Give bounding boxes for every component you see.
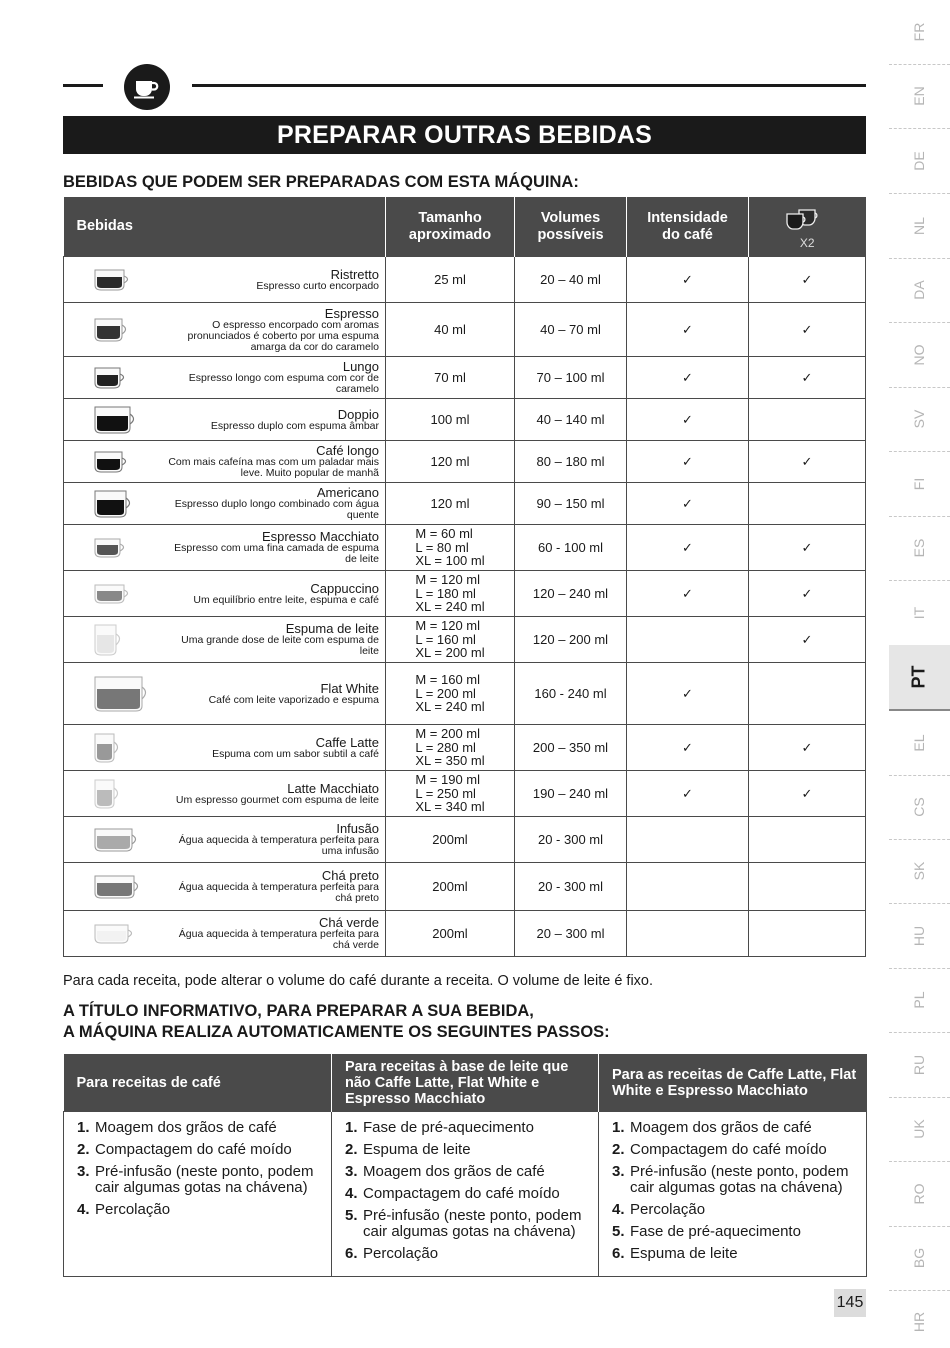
step-item	[612, 1120, 860, 1136]
beverage-name: Chá verde	[319, 915, 379, 930]
beverage-name: Lungo	[342, 359, 379, 374]
table-row	[64, 303, 866, 357]
beverage-cell	[64, 525, 386, 571]
step-text: Moagem dos grãos de café	[630, 1119, 812, 1136]
language-tab-hu[interactable]	[889, 904, 950, 969]
beverage-name: Café longo	[316, 443, 379, 458]
beverage-name: Doppio	[337, 406, 379, 422]
size-value: 70 ml	[434, 370, 466, 385]
col-header-intensidade: Intensidade do café	[627, 197, 749, 257]
size-value: 40 ml	[434, 322, 466, 337]
language-tab-label: IT	[911, 606, 927, 620]
language-tab-label: HR	[911, 1311, 927, 1333]
table-row	[64, 617, 866, 663]
size-cell	[386, 399, 515, 441]
intensity-cell	[627, 483, 749, 525]
size-cell	[386, 525, 515, 571]
language-tab-de[interactable]	[889, 129, 950, 194]
beverage-cell	[64, 771, 386, 817]
step-item	[77, 1164, 325, 1196]
language-tab-label: SK	[911, 861, 927, 881]
language-tab-cs[interactable]	[889, 775, 950, 840]
x2-cell	[749, 571, 866, 617]
x2-cell	[749, 725, 866, 771]
size-cell	[386, 357, 515, 399]
language-tab-label: SV	[911, 409, 927, 429]
step-number: 4.	[77, 1201, 90, 1218]
size-cell	[386, 571, 515, 617]
size-value: 200ml	[432, 879, 468, 894]
check-icon: ✓	[682, 785, 693, 801]
steps-header-latte: Para as receitas de Caffe Latte, Flat White e Espresso Macchiato	[599, 1054, 867, 1112]
two-cups-icon	[785, 204, 829, 232]
beverage-cell	[64, 911, 386, 957]
size-value: M = 120 ml	[415, 618, 481, 633]
step-item	[612, 1142, 860, 1158]
table-row	[64, 817, 866, 863]
step-number: 2.	[77, 1141, 90, 1158]
drink-cup-icon	[94, 406, 138, 434]
drinks-table	[63, 197, 866, 957]
x2-cell	[749, 525, 866, 571]
language-tab-da[interactable]	[889, 258, 950, 323]
check-icon: ✓	[801, 369, 813, 385]
check-icon: ✓	[682, 539, 693, 555]
step-number: 4.	[612, 1201, 625, 1218]
size-cell	[386, 863, 515, 911]
check-icon: ✓	[682, 585, 693, 601]
beverage-cell	[64, 663, 386, 725]
table-row	[64, 863, 866, 911]
beverage-name: Cappuccino	[310, 580, 379, 596]
language-tab-label: RU	[911, 1054, 927, 1076]
step-number: 3.	[77, 1163, 90, 1180]
step-text: Pré-infusão (neste ponto, podem cair algumas gotas na chávena)	[363, 1207, 582, 1240]
language-tab-sv[interactable]	[889, 387, 950, 452]
table-row	[64, 357, 866, 399]
drink-cup-icon	[94, 924, 136, 944]
size-value: M = 160 ml	[415, 672, 481, 687]
language-tab-label: HU	[911, 925, 927, 947]
volume-cell: 160 - 240 ml	[515, 663, 627, 725]
step-item	[345, 1164, 592, 1180]
volume-cell: 20 - 300 ml	[515, 817, 627, 863]
language-tab-label: BG	[911, 1247, 927, 1269]
beverage-description: Com mais cafeína mas com um paladar mais leve. Muito popular de manhã	[168, 456, 379, 479]
beverage-name: Caffe Latte	[315, 734, 379, 750]
size-value: M = 60 ml	[415, 526, 473, 541]
x2-cell	[749, 817, 866, 863]
beverage-cell	[64, 817, 386, 863]
x2-label: X2	[799, 236, 815, 250]
language-tab-label: UK	[911, 1119, 927, 1139]
size-value: L = 160 ml	[415, 631, 476, 647]
language-tab-label: PT	[908, 665, 929, 689]
language-tab-es[interactable]	[889, 516, 950, 581]
language-tab-label: RO	[911, 1183, 927, 1205]
language-tab-sk[interactable]	[889, 839, 950, 904]
intensity-cell	[627, 863, 749, 911]
col-header-tamanho: Tamanho aproximado	[386, 197, 515, 257]
step-item	[345, 1208, 592, 1240]
beverage-cell	[64, 571, 386, 617]
size-cell	[386, 817, 515, 863]
step-item	[345, 1246, 592, 1262]
x2-cell	[749, 911, 866, 957]
size-cell	[386, 725, 515, 771]
size-value: XL = 340 ml	[415, 799, 485, 814]
size-value: XL = 200 ml	[415, 645, 485, 660]
header-rule-left	[63, 84, 103, 87]
language-tab-label: FI	[911, 477, 927, 491]
intensity-cell	[627, 441, 749, 483]
steps-col-coffee	[64, 1112, 332, 1277]
volume-cell: 20 – 300 ml	[515, 911, 627, 957]
x2-cell	[749, 399, 866, 441]
header-rule-right	[192, 84, 866, 87]
beverage-name: Americano	[316, 485, 379, 500]
beverage-description: O espresso encorpado com aromas pronunciados é coberto por uma espuma amarga da cor do caramelo	[187, 318, 379, 353]
volume-cell: 40 – 70 ml	[515, 303, 627, 357]
step-item	[612, 1224, 860, 1240]
language-tab-ro[interactable]	[889, 1162, 950, 1227]
check-icon: ✓	[801, 453, 813, 469]
step-number: 6.	[612, 1245, 625, 1262]
size-value: XL = 350 ml	[415, 753, 485, 768]
volume-cell: 20 – 40 ml	[515, 257, 627, 303]
size-value: 200ml	[432, 832, 468, 847]
drink-cup-icon	[94, 451, 130, 473]
step-text: Fase de pré-aquecimento	[363, 1119, 534, 1136]
beverage-cell	[64, 303, 386, 357]
size-value: L = 200 ml	[415, 685, 476, 701]
check-icon: ✓	[801, 539, 813, 555]
volume-cell: 90 – 150 ml	[515, 483, 627, 525]
beverage-cell	[64, 725, 386, 771]
intensity-cell	[627, 725, 749, 771]
table-row	[64, 399, 866, 441]
language-tab-label: EN	[911, 86, 927, 106]
step-text: Moagem dos grãos de café	[95, 1119, 277, 1136]
intensity-cell	[627, 399, 749, 441]
intensity-cell	[627, 257, 749, 303]
steps-col-latte	[599, 1112, 867, 1277]
size-value: M = 120 ml	[415, 572, 481, 587]
steps-table-header	[64, 1054, 867, 1112]
step-item	[612, 1202, 860, 1218]
check-icon: ✓	[801, 321, 813, 337]
step-item	[612, 1164, 860, 1196]
size-cell	[386, 911, 515, 957]
step-item	[77, 1202, 325, 1218]
drink-cup-icon	[94, 624, 124, 656]
check-icon: ✓	[682, 271, 693, 287]
size-cell	[386, 257, 515, 303]
language-tab-label: PL	[911, 991, 927, 1009]
size-value: L = 280 ml	[415, 739, 476, 755]
step-text: Moagem dos grãos de café	[363, 1163, 545, 1180]
col-header-volumes: Volumes possíveis	[515, 197, 627, 257]
step-text: Espuma de leite	[630, 1245, 738, 1262]
step-item	[612, 1246, 860, 1262]
size-cell	[386, 303, 515, 357]
size-cell	[386, 483, 515, 525]
steps-table	[63, 1054, 867, 1277]
beverage-name: Espresso	[324, 305, 379, 321]
check-icon: ✓	[682, 453, 693, 469]
beverage-description: Água aquecida à temperatura perfeita para chá verde	[178, 928, 379, 951]
step-item	[345, 1186, 592, 1202]
drink-cup-icon	[94, 367, 128, 389]
drink-cup-icon	[94, 676, 150, 712]
step-item	[77, 1120, 325, 1136]
check-icon: ✓	[801, 585, 813, 601]
drink-cup-icon	[94, 318, 130, 342]
beverage-description: Água aquecida à temperatura perfeita para uma infusão	[178, 834, 379, 857]
size-cell	[386, 617, 515, 663]
beverage-description: Espresso com uma fina camada de espuma de leite	[174, 542, 379, 565]
steps-header-coffee: Para receitas de café	[64, 1054, 332, 1112]
intensity-cell	[627, 525, 749, 571]
coffee-cup-icon	[124, 64, 170, 110]
language-tab-hr[interactable]	[889, 1290, 950, 1348]
volume-cell: 40 – 140 ml	[515, 399, 627, 441]
language-tab-label: FR	[911, 22, 927, 42]
beverage-cell	[64, 257, 386, 303]
check-icon: ✓	[682, 685, 693, 701]
step-text: Espuma de leite	[363, 1141, 471, 1158]
step-number: 5.	[345, 1207, 358, 1224]
beverage-name: Chá preto	[321, 868, 379, 883]
table-row	[64, 571, 866, 617]
language-tab-it[interactable]	[889, 581, 950, 646]
x2-cell	[749, 617, 866, 663]
step-number: 4.	[345, 1185, 358, 1202]
size-value: 25 ml	[434, 272, 466, 287]
volume-cell: 70 – 100 ml	[515, 357, 627, 399]
size-value: 120 ml	[430, 496, 470, 511]
step-text: Pré-infusão (neste ponto, podem cair algumas gotas na chávena)	[630, 1163, 849, 1196]
step-text: Percolação	[95, 1201, 171, 1218]
section-heading-drinks: BEBIDAS QUE PODEM SER PREPARADAS COM ESTA MÁQUINA:	[63, 173, 579, 191]
beverage-cell	[64, 399, 386, 441]
table-row	[64, 911, 866, 957]
volume-cell: 60 - 100 ml	[515, 525, 627, 571]
size-value: 120 ml	[430, 454, 470, 469]
table-row	[64, 441, 866, 483]
intensity-cell	[627, 571, 749, 617]
volume-cell: 120 – 240 ml	[515, 571, 627, 617]
intensity-cell	[627, 617, 749, 663]
x2-cell	[749, 771, 866, 817]
language-tab-label: NL	[911, 217, 927, 235]
check-icon: ✓	[801, 739, 813, 755]
beverage-description: Um equilíbrio entre leite, espuma e café	[193, 593, 379, 606]
step-number: 2.	[612, 1141, 625, 1158]
beverage-description: Espresso duplo com espuma âmbar	[210, 419, 379, 432]
intensity-cell	[627, 357, 749, 399]
language-tab-label: ES	[911, 538, 927, 558]
language-tab-nl[interactable]	[889, 194, 950, 259]
language-tab-uk[interactable]	[889, 1097, 950, 1162]
drink-cup-icon	[94, 538, 128, 558]
x2-cell	[749, 663, 866, 725]
size-value: XL = 240 ml	[415, 599, 485, 614]
step-number: 1.	[77, 1119, 90, 1136]
size-value: M = 190 ml	[415, 772, 481, 787]
size-cell	[386, 771, 515, 817]
check-icon: ✓	[682, 495, 693, 511]
beverage-cell	[64, 357, 386, 399]
beverage-cell	[64, 483, 386, 525]
step-text: Compactagem do café moído	[95, 1141, 292, 1158]
drinks-table-header	[64, 197, 866, 257]
table-row	[64, 771, 866, 817]
beverage-name: Latte Macchiato	[287, 780, 379, 796]
size-cell	[386, 663, 515, 725]
beverage-name: Espresso Macchiato	[261, 529, 379, 544]
size-value: M = 200 ml	[415, 726, 481, 741]
check-icon: ✓	[682, 321, 693, 337]
x2-cell	[749, 257, 866, 303]
step-text: Percolação	[630, 1201, 706, 1218]
step-item	[345, 1142, 592, 1158]
section-heading-steps: A TÍTULO INFORMATIVO, PARA PREPARAR A SUA BEBIDA, A MÁQUINA REALIZA AUTOMATICAMENTE OS SEGUINTES PASSOS:	[63, 1002, 610, 1041]
table-row	[64, 483, 866, 525]
beverage-name: Infusão	[336, 821, 379, 836]
step-text: Fase de pré-aquecimento	[630, 1223, 801, 1240]
step-number: 5.	[612, 1223, 625, 1240]
size-value: L = 250 ml	[415, 785, 476, 801]
page-title: PREPARAR OUTRAS BEBIDAS	[63, 116, 866, 154]
check-icon: ✓	[801, 631, 813, 647]
table-row	[64, 725, 866, 771]
volume-cell: 190 – 240 ml	[515, 771, 627, 817]
beverage-description: Uma grande dose de leite com espuma de leite	[181, 634, 379, 657]
language-tab-fr[interactable]	[889, 0, 950, 65]
step-item	[77, 1142, 325, 1158]
beverage-cell	[64, 863, 386, 911]
drink-cup-icon	[94, 733, 122, 763]
table-row	[64, 525, 866, 571]
x2-cell	[749, 483, 866, 525]
size-value: 100 ml	[430, 412, 470, 427]
language-tab-ru[interactable]	[889, 1033, 950, 1098]
language-tab-label: CS	[911, 797, 927, 817]
intensity-cell	[627, 817, 749, 863]
check-icon: ✓	[682, 411, 693, 427]
drink-cup-icon	[94, 584, 132, 604]
beverage-name: Espuma de leite	[285, 621, 379, 636]
drink-cup-icon	[94, 828, 140, 852]
x2-cell	[749, 441, 866, 483]
language-tab-pt[interactable]	[889, 645, 950, 711]
step-text: Percolação	[363, 1245, 439, 1262]
x2-cell	[749, 357, 866, 399]
beverage-description: Espuma com um sabor subtil a café	[212, 747, 379, 760]
language-tab-label: EL	[911, 734, 927, 752]
language-tab-fi[interactable]	[889, 452, 950, 517]
steps-col-milk	[332, 1112, 599, 1277]
check-icon: ✓	[682, 369, 693, 385]
drink-cup-icon	[94, 875, 142, 899]
step-number: 2.	[345, 1141, 358, 1158]
beverage-cell	[64, 617, 386, 663]
size-value: XL = 100 ml	[415, 553, 485, 568]
page-number: 145	[834, 1289, 866, 1317]
check-icon: ✓	[682, 739, 693, 755]
check-icon: ✓	[801, 271, 813, 287]
volume-cell: 120 – 200 ml	[515, 617, 627, 663]
volume-note: Para cada receita, pode alterar o volume do café durante a receita. O volume de leite é fixo.	[63, 973, 654, 989]
step-text: Compactagem do café moído	[363, 1185, 560, 1202]
volume-cell: 80 – 180 ml	[515, 441, 627, 483]
beverage-description: Espresso curto encorpado	[256, 279, 379, 292]
col-header-bebidas: Bebidas	[64, 197, 386, 257]
beverage-name: Flat White	[320, 680, 379, 696]
language-tab-label: NO	[911, 344, 927, 366]
beverage-description: Espresso longo com espuma com cor de caramelo	[188, 372, 379, 395]
beverage-cell	[64, 441, 386, 483]
beverage-name: Ristretto	[330, 266, 379, 282]
size-value: L = 180 ml	[415, 585, 476, 601]
language-tab-el[interactable]	[889, 711, 950, 776]
beverage-description: Um espresso gourmet com espuma de leite	[175, 793, 379, 806]
step-number: 3.	[612, 1163, 625, 1180]
language-tab-pl[interactable]	[889, 968, 950, 1033]
col-header-two-cups	[749, 197, 866, 257]
beverage-description: Espresso duplo longo combinado com água quente	[174, 498, 379, 521]
drink-cup-icon	[94, 779, 122, 809]
intensity-cell	[627, 303, 749, 357]
table-row	[64, 257, 866, 303]
beverage-description: Café com leite vaporizado e espuma	[208, 693, 379, 706]
language-tab-no[interactable]	[889, 323, 950, 388]
size-value: L = 80 ml	[415, 539, 469, 555]
step-number: 1.	[612, 1119, 625, 1136]
step-text: Compactagem do café moído	[630, 1141, 827, 1158]
intensity-cell	[627, 663, 749, 725]
size-cell	[386, 441, 515, 483]
step-number: 6.	[345, 1245, 358, 1262]
x2-cell	[749, 863, 866, 911]
volume-cell: 20 - 300 ml	[515, 863, 627, 911]
drink-cup-icon	[94, 269, 132, 291]
drink-cup-icon	[94, 490, 134, 518]
language-tab-en[interactable]	[889, 64, 950, 129]
intensity-cell	[627, 771, 749, 817]
language-tab-label: DA	[911, 280, 927, 300]
size-value: 200ml	[432, 926, 468, 941]
check-icon: ✓	[801, 785, 813, 801]
steps-header-milk: Para receitas à base de leite que não Caffe Latte, Flat White e Espresso Macchiato	[332, 1054, 599, 1112]
intensity-cell	[627, 911, 749, 957]
beverage-description: Água aquecida à temperatura perfeita para chá preto	[178, 881, 379, 904]
language-tab-bg[interactable]	[889, 1226, 950, 1291]
step-text: Pré-infusão (neste ponto, podem cair algumas gotas na chávena)	[95, 1163, 314, 1196]
table-row	[64, 663, 866, 725]
language-tab-label: DE	[911, 151, 927, 171]
step-item	[345, 1120, 592, 1136]
size-value: XL = 240 ml	[415, 699, 485, 714]
language-tabs	[889, 0, 950, 1348]
step-number: 3.	[345, 1163, 358, 1180]
volume-cell: 200 – 350 ml	[515, 725, 627, 771]
step-number: 1.	[345, 1119, 358, 1136]
x2-cell	[749, 303, 866, 357]
